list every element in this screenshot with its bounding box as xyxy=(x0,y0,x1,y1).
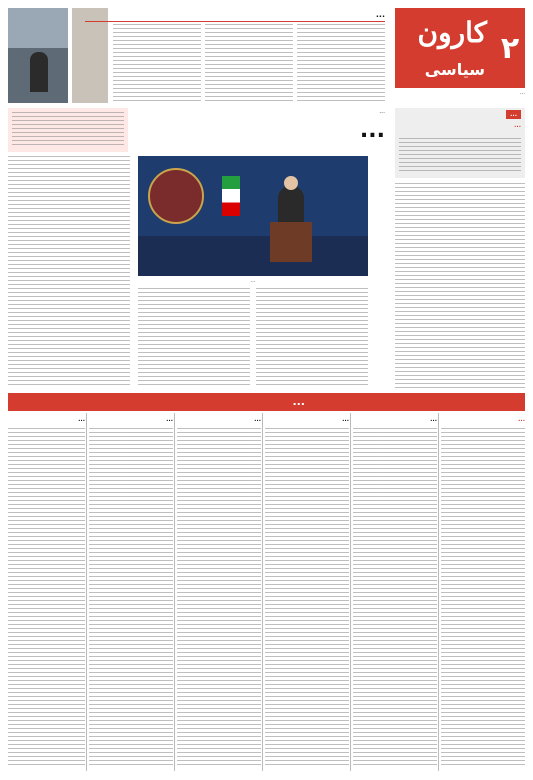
page-number: ۲ xyxy=(500,30,520,66)
masthead xyxy=(395,8,525,103)
column-headline-3: ... xyxy=(342,416,349,423)
flag-graphic xyxy=(222,176,240,216)
column-headline-2: ... xyxy=(430,416,437,423)
dateline: ... xyxy=(519,90,525,96)
resaneh-label: ... xyxy=(292,395,305,408)
editorial-note-box xyxy=(395,108,525,178)
section-title: سیاسی xyxy=(424,60,485,79)
photo-caption: ... xyxy=(250,278,256,284)
emblem-graphic xyxy=(148,168,204,224)
main-story-headline: ... xyxy=(359,118,385,143)
top-photo-secondary xyxy=(72,8,108,103)
main-story-photo xyxy=(138,156,368,276)
main-story-kicker: ... xyxy=(379,108,385,115)
note-title: ... xyxy=(514,122,521,129)
column-headline-1: ... xyxy=(518,416,525,423)
note-label: ... xyxy=(506,110,521,119)
column-headline-6: ... xyxy=(78,416,85,423)
resaneh-section-bar xyxy=(8,393,525,411)
top-strip xyxy=(8,8,385,103)
lead-box xyxy=(8,108,128,152)
column-headline-5: ... xyxy=(166,416,173,423)
column-headline-4: ... xyxy=(254,416,261,423)
top-headline: ... xyxy=(85,10,385,22)
top-photo-stage xyxy=(8,8,68,103)
newspaper-logo: کارون xyxy=(417,16,487,49)
newspaper-page xyxy=(8,8,525,772)
